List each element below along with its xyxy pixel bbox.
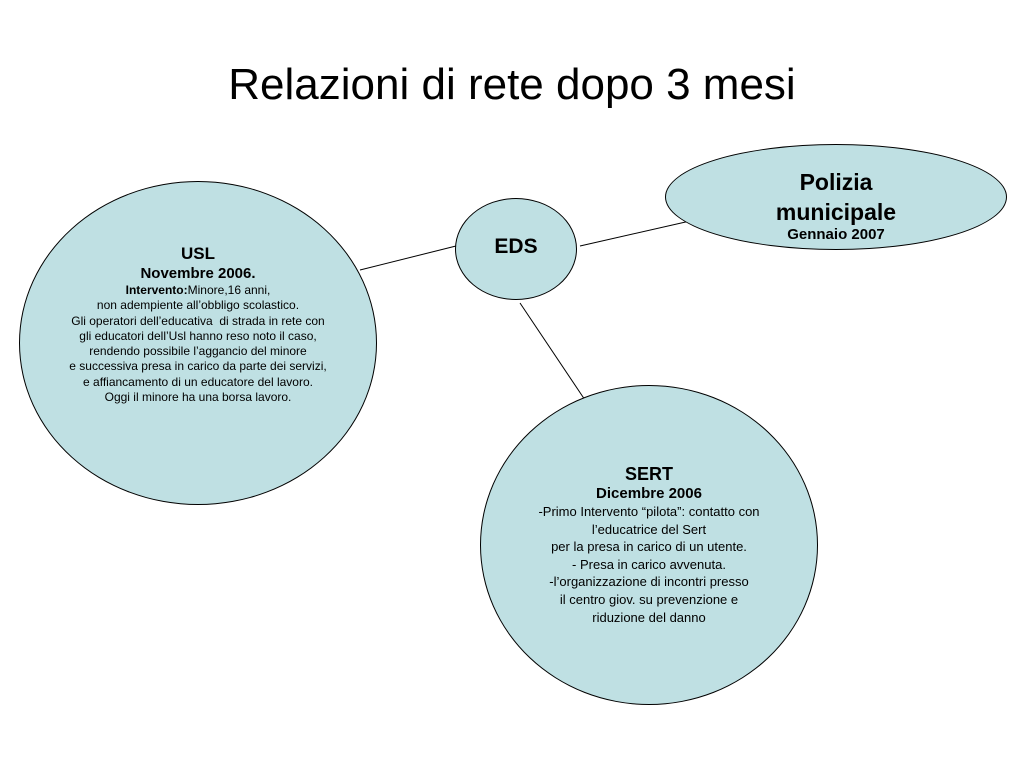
sert-line: -l’organizzazione di incontri presso xyxy=(549,574,749,590)
polizia-date: Gennaio 2007 xyxy=(787,226,885,243)
usl-intervento-label: Intervento: xyxy=(125,283,188,297)
node-usl xyxy=(19,181,377,505)
usl-line: rendendo possibile l’aggancio del minore xyxy=(89,344,307,359)
usl-line: Oggi il minore ha una borsa lavoro. xyxy=(104,390,292,405)
usl-body xyxy=(20,283,376,405)
usl-intervento-value: Minore,16 anni, xyxy=(187,283,271,297)
sert-date: Dicembre 2006 xyxy=(596,485,702,502)
sert-line: -Primo Intervento “pilota”: contatto con xyxy=(538,504,760,519)
node-polizia-municipale xyxy=(665,144,1007,250)
usl-line: non adempiente all’obbligo scolastico. xyxy=(96,298,300,313)
connector-eds-sert xyxy=(520,303,585,400)
usl-line: gli educatori dell’Usl hanno reso noto il caso, xyxy=(79,328,317,343)
usl-title: USL xyxy=(181,244,215,263)
usl-line: e successiva presa in carico da parte dei servizi, xyxy=(69,359,327,374)
usl-intervento xyxy=(20,283,376,298)
polizia-title-line1: Polizia xyxy=(799,169,873,195)
usl-line: Gli operatori dell’educativa di strada in rete con xyxy=(71,313,325,328)
sert-line: l’educatrice del Sert xyxy=(591,521,707,537)
sert-title: SERT xyxy=(624,464,673,484)
sert-line: riduzione del danno xyxy=(592,609,706,625)
usl-date: Novembre 2006. xyxy=(140,265,256,282)
sert-line: per la presa in carico di un utente. xyxy=(551,539,747,555)
slide-title: Relazioni di rete dopo 3 mesi xyxy=(228,60,796,109)
node-eds xyxy=(455,198,577,300)
sert-body xyxy=(481,503,817,626)
sert-line: il centro giov. su prevenzione e xyxy=(559,591,739,607)
usl-line: e affiancamento di un educatore del lavoro. xyxy=(83,374,313,389)
node-sert xyxy=(480,385,818,705)
sert-line: - Presa in carico avvenuta. xyxy=(572,556,726,572)
eds-title: EDS xyxy=(494,235,538,258)
polizia-title-line2: municipale xyxy=(775,199,897,225)
